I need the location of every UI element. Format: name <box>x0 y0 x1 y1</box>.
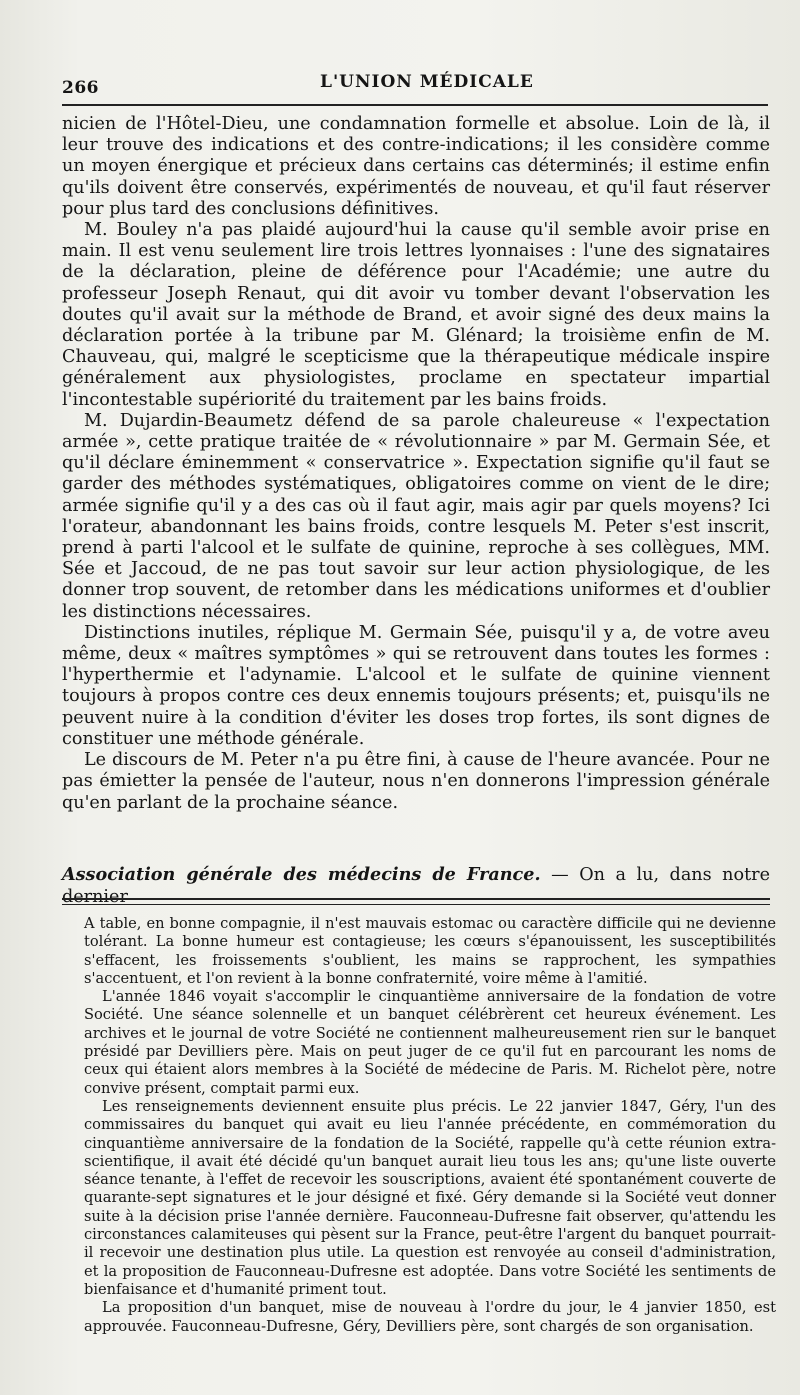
page-number: 266 <box>62 78 99 98</box>
association-heading: Association générale des médecins de France. <box>62 864 541 885</box>
note-paragraph-1850: La proposition d'un banquet, mise de nouveau à l'ordre du jour, le 4 janvier 1850, est approuvée. Fauconneau-Dufresne, Géry, Devilliers père, sont chargés de son organisation. <box>84 1299 776 1335</box>
page-header <box>62 68 770 98</box>
note-paragraph-table: A table, en bonne compagnie, il n'est mauvais estomac ou caractère difficile qui ne devienne tolérant. La bonne humeur est contagieuse; les cœurs s'épanouissent, les susceptibilités s'effacent, les froissements s'oublient, les mains se rapprochent, les sympathies s'accentuent, et l'on revient à la bonne confraternité, voire même à l'amitié. <box>84 915 776 987</box>
header-rule <box>62 104 768 106</box>
feuilleton-text <box>84 915 776 1336</box>
paragraph-germain-see: Distinctions inutiles, réplique M. Germain Sée, puisqu'il y a, de votre aveu même, deux « maîtres symptômes » qui se retrouvent dans toutes les formes : l'hyperthermie et l'adynamie. L'alcool et le sulfate de quinine viennent toujours à propos contre ces deux ennemis toujours présents; et, puisqu'ils ne peuvent nuire à la condition d'éviter les doses trop fortes, ils sont dignes de constituer une méthode générale. <box>62 622 770 749</box>
association-text: — On a lu, dans notre dernier <box>62 865 770 907</box>
footnote-separator <box>62 898 770 905</box>
note-paragraph-1846: L'année 1846 voyait s'accomplir le cinquantième anniversaire de la fondation de votre Société. Une séance solennelle et un banquet célébrèrent cet heureux événement. Les archives et le journal de votre Société ne contiennent malheureusement rien sur le banquet présidé par Devilliers père. Mais on peut juger de ce qu'il fut en parcourant les noms de ceux qui étaient alors membres à la Société de médecine de Paris. M. Richelot père, notre convive présent, comptait parmi eux. <box>84 988 776 1097</box>
main-text <box>62 114 770 814</box>
running-title: L'UNION MÉDICALE <box>320 72 534 92</box>
paragraph-dujardin: M. Dujardin-Beaumetz défend de sa parole chaleureuse « l'expectation armée », cette pratique traitée de « révolutionnaire » par M. Germain Sée, et qu'il déclare éminemment « conservatrice ». Expectation signifie qu'il faut se garder des méthodes systématiques, obligatoires comme on vient de le dire; armée signifie qu'il y a des cas où il faut agir, mais agir par quels moyens? Ici l'orateur, abandonnant les bains froids, contre lesquels M. Peter s'est inscrit, prend à parti l'alcool et le sulfate de quinine, reproche à ses collègues, MM. Sée et Jaccoud, de ne pas tout savoir sur leur action physiologique, de les donner trop souvent, de retomber dans les médications uniformes et d'oublier les distinctions nécessaires. <box>62 410 770 622</box>
note-paragraph-1847: Les renseignements deviennent ensuite plus précis. Le 22 janvier 1847, Géry, l'un des commissaires du banquet qui avait eu lieu l'année précédente, en commémoration du cinquantième anniversaire de la fondation de la Société, rappelle qu'à cette réunion extra-scientifique, il avait été décidé qu'un banquet aurait lieu tous les ans; qu'une liste ouverte séance tenante, à l'effet de recevoir les souscriptions, avaient été spontanément couverte de quarante-sept signatures et le jour désigné et fixé. Géry demande si la Société veut donner suite à la décision prise l'année dernière. Fauconneau-Dufresne fait observer, qu'attendu les circonstances calamiteuses qui pèsent sur la France, peut-être l'argent du banquet pourrait-il recevoir une destination plus utile. La question est renvoyée au conseil d'administration, et la proposition de Fauconneau-Dufresne est adoptée. Dans votre Société les sentiments de bienfaisance et d'humanité priment tout. <box>84 1097 776 1298</box>
paragraph-continuation: nicien de l'Hôtel-Dieu, une condamnation formelle et absolue. Loin de là, il leur trouve des indications et des contre-indications; il les considère comme un moyen énergique et précieux dans certains cas déterminés; il estime enfin qu'ils doivent être conservés, expérimentés de nouveau, et qu'il faut réserver pour plus tard des conclusions définitives. <box>62 114 770 219</box>
paragraph-bouley: M. Bouley n'a pas plaidé aujourd'hui la cause qu'il semble avoir prise en main. Il est venu seulement lire trois lettres lyonnaises : l'une des signataires de la déclaration, pleine de déférence pour l'Académie; une autre du professeur Joseph Renaut, qui dit avoir vu tomber devant l'observation les doutes qu'il avait sur la méthode de Brand, et avoir signé des deux mains la déclaration portée à la tribune par M. Glénard; la troisième enfin de M. Chauveau, qui, malgré le scepticisme que la thérapeutique médicale inspire généralement aux physiologistes, proclame en spectateur impartial l'incontestable supériorité du traitement par les bains froids. <box>62 220 770 410</box>
paragraph-peter: Le discours de M. Peter n'a pu être fini, à cause de l'heure avancée. Pour ne pas émietter la pensée de l'auteur, nous n'en donnerons l'impression générale qu'en parlant de la prochaine séance. <box>62 750 770 813</box>
